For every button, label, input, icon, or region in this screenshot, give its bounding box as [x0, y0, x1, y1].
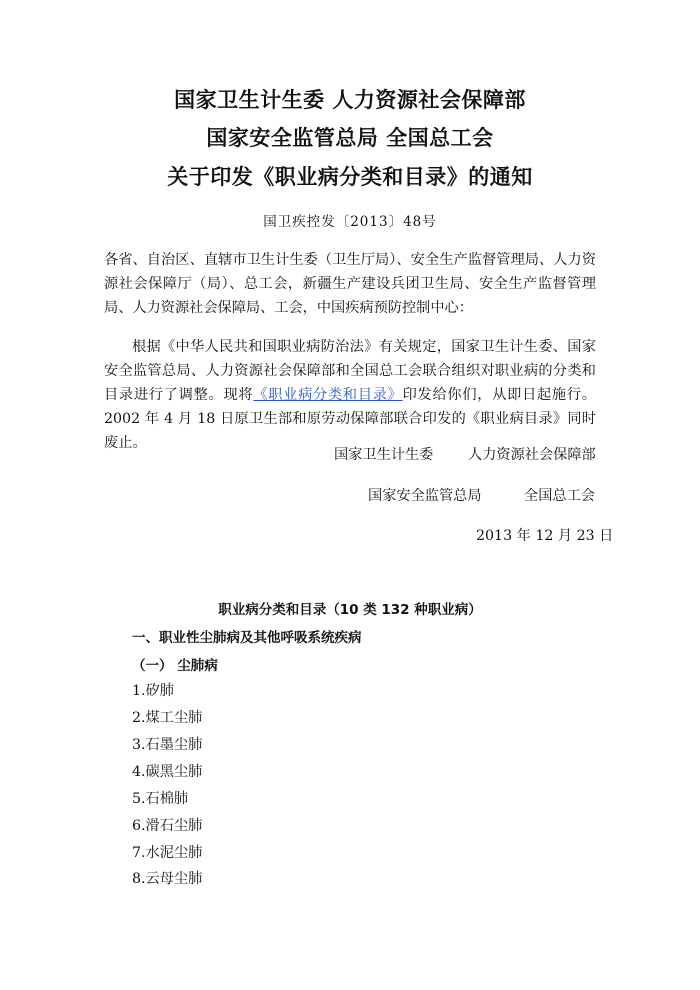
list-item: 6.滑石尘肺 [132, 818, 203, 834]
catalog-title: 职业病分类和目录（10 类 132 种职业病） [218, 602, 482, 618]
title-line-2: 国家安全监管总局 全国总工会 [206, 126, 494, 150]
signature-issuer-4: 全国总工会 [524, 488, 595, 504]
signature-issuer-2: 人力资源社会保障部 [468, 447, 596, 463]
signature-issuer-3: 国家安全监管总局 [368, 488, 482, 504]
signature-date: 2013 年 12 月 23 日 [476, 528, 614, 544]
list-item: 8.云母尘肺 [132, 871, 203, 887]
list-item: 7.水泥尘肺 [132, 845, 203, 861]
list-item: 4.碳黑尘肺 [132, 764, 203, 780]
subcategory-heading: （一） 尘肺病 [132, 658, 218, 674]
list-item: 3.石墨尘肺 [132, 737, 203, 753]
list-item: 1.矽肺 [132, 683, 174, 699]
title-line-3: 关于印发《职业病分类和目录》的通知 [167, 165, 533, 189]
title-line-1: 国家卫生计生委 人力资源社会保障部 [174, 88, 526, 112]
list-item: 2.煤工尘肺 [132, 710, 203, 726]
category-heading: 一、职业性尘肺病及其他呼吸系统疾病 [132, 630, 362, 646]
document-number: 国卫疾控发〔2013〕48号 [263, 214, 437, 230]
main-paragraph-text-before: 根据《中华人民共和国职业病防治法》有关规定，国家卫生计生委、国家安全监管总局、人力资源社会保障部和全国总工会联合组织对职业病的分类和目录进行了调整。现将 [104, 339, 596, 403]
signature-issuer-1: 国家卫生计生委 [334, 447, 434, 463]
main-paragraph [104, 335, 596, 455]
main-paragraph-text-after: 印发给你们，从即日起施行。2002 年 4 月 18 日原卫生部和原劳动保障部联合印发的《职业病目录》同时废止。 [104, 387, 596, 451]
list-item: 5.石棉肺 [132, 791, 189, 807]
catalog-link[interactable]: 《职业病分类和目录》 [253, 387, 403, 403]
recipients-paragraph: 各省、自治区、直辖市卫生计生委（卫生厅局）、安全生产监督管理局、人力资源社会保障厅（局）、总工会，新疆生产建设兵团卫生局、安全生产监督管理局、人力资源社会保障局、工会，中国疾病预防控制中心： [104, 252, 596, 316]
